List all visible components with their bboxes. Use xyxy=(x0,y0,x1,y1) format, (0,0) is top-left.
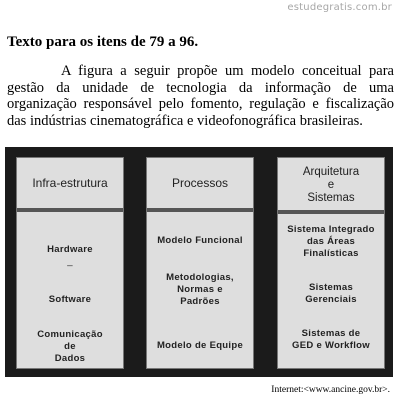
item-hardware: Hardware xyxy=(47,244,93,255)
watermark: estudegratis.com.br xyxy=(287,2,392,13)
column-divider xyxy=(147,208,253,212)
heading: Texto para os itens de 79 a 96. xyxy=(7,34,199,50)
item-metodologias: Metodologias, Normas e Padrões xyxy=(166,272,234,307)
column-arquitetura-sistemas xyxy=(277,157,385,369)
item-ged-workflow: Sistemas de GED e Workflow xyxy=(292,328,370,351)
item-comunicacao: Comunicação de Dados xyxy=(37,329,103,364)
item-modelo-equipe: Modelo de Equipe xyxy=(156,340,244,351)
intro-paragraph: A figura a seguir propõe um modelo conceitual para gestão da unidade de tecnologia da informação de uma organização responsável pelo fomento, regulação e fiscalização das indústrias cinematográfica e videofonográfica brasileiras. xyxy=(7,63,394,129)
item-sistemas-gerenciais: Sistemas Gerenciais xyxy=(305,282,357,305)
column-processos xyxy=(146,157,254,369)
item-separator: _ xyxy=(67,256,73,267)
column-divider xyxy=(278,210,384,214)
source-citation: Internet:<www.ancine.gov.br>. xyxy=(271,385,390,395)
item-sistema-integrado: Sistema Integrado das Áreas Finalísticas xyxy=(287,224,375,259)
conceptual-model-diagram xyxy=(5,147,393,377)
column-divider xyxy=(17,208,123,212)
column-title: Processos xyxy=(171,176,229,190)
column-title: Arquitetura e Sistemas xyxy=(302,166,360,204)
item-modelo-funcional: Modelo Funcional xyxy=(157,235,243,246)
item-software: Software xyxy=(48,294,92,305)
column-infra-estrutura xyxy=(16,157,124,369)
column-title: Infra-estrutura xyxy=(32,176,108,190)
